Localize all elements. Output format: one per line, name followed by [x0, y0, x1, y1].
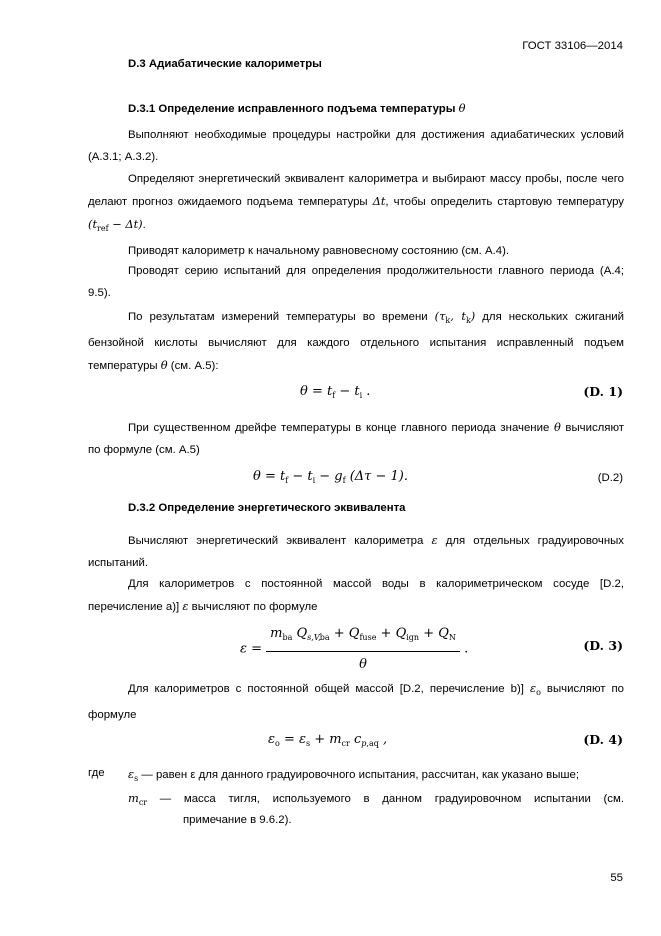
equation-d4: $\varepsilon_o = \varepsilon_s + m_{cr}$ $c_{p,aq}$ , [268, 732, 388, 748]
equation-number-d4: (D. 4) [583, 732, 623, 747]
paragraph-constant-total-mass: Для калориметров с постоянной общей массой [D.2, перечисление b)] $\varepsilon_o$ вычисляют по формуле [88, 681, 625, 721]
equation-d3-fraction [266, 624, 460, 675]
page-number: 55 [610, 872, 623, 884]
theta-symbol: θ [458, 101, 466, 115]
subsection-heading-d32: D.3.2 Определение энергетического эквивалента [128, 502, 406, 514]
epsilon-symbol: ε [431, 533, 438, 547]
equation-number-d2: (D.2) [597, 472, 623, 484]
equation-number-d3: (D. 3) [583, 638, 623, 653]
section-heading: D.3 Адиабатические калориметры [128, 58, 322, 70]
theta-symbol: θ [160, 358, 168, 372]
paragraph-calibration-equivalent: Вычисляют энергетический эквивалент калориметра ε для отдельных градуировочных испытаний. [88, 533, 624, 569]
where-item-m-cr-continuation: примечание в 9.6.2). [183, 814, 292, 826]
paragraph-initial-equilibrium: Приводят калориметр к начальному равновесному состоянию (см. А.4). [128, 245, 510, 257]
paragraph-adiabatic-settings: Выполняют необходимые процедуры настройки для достижения адиабатических условий (А.3.1; А.3.2). [88, 129, 624, 163]
paragraph-constant-water-mass: Для калориметров с постоянной массой воды в калориметрическом сосуде [D.2, перечисление а)] ε вычисляют по формуле [88, 578, 624, 613]
equation-d3: ε = $\frac{m_{ba} Q_{s,V,ba} + Q_{fuse} + Q_{ign} + Q_N}{\theta}$ . [240, 624, 468, 668]
theta-symbol: θ [553, 420, 561, 434]
where-item-m-cr: $m_{cr}$ — масса тигля, используемого в данном градуировочном испытании (см. [128, 791, 624, 807]
paragraph-temperature-measurements: По результатам измерений температуры во времени ($\tau_k$, $t_k$) для нескольких сжиганий бензойной кислоты вычисляют для каждого отдельного испытания исправленный подъем температуры θ (см. А.5): [88, 309, 625, 372]
paragraph-energy-equivalent: Определяют энергетический эквивалент калориметра и выбирают массу пробы, после чего делают прогноз ожидаемого подъема температуры Δt, чтобы определить стартовую температуру $(t_{ref} - \Delta t)$. [88, 173, 624, 233]
equation-d2: $\theta = t_f - t_i - g_f$ (Δτ − 1). [253, 469, 409, 485]
delta-t-symbol: Δt [372, 194, 386, 208]
paragraph-main-period: Проводят серию испытаний для определения продолжительности главного периода (А.4; 9.5). [88, 265, 624, 299]
document-standard-number: ГОСТ 33106—2014 [522, 40, 623, 52]
equation-d1: $\theta = t_f - t_i$ . [300, 384, 371, 400]
paragraph-temperature-drift: При существенном дрейфе температуры в конце главного периода значение θ вычисляют по формуле (см. А.5) [88, 420, 624, 456]
equation-number-d1: (D. 1) [583, 384, 623, 399]
equation-d3-denominator: θ [359, 657, 367, 672]
where-item-epsilon-s: $\varepsilon_s$ — равен ε для данного градуировочного испытания, рассчитан, как указано выше; [128, 767, 580, 783]
equation-d3-numerator: $m_{ba}$ $Q_{s,V,ba} + Q_{fuse} + Q_{ign} + Q_N$ [266, 624, 460, 652]
epsilon-symbol: ε [182, 599, 189, 613]
time-temperature-pair: ($\tau_k$, $t_k$) [434, 309, 476, 325]
epsilon-o-symbol: $\varepsilon_o$ [529, 681, 541, 697]
start-temperature-expression: $(t_{ref} - \Delta t)$ [88, 217, 143, 233]
subsection-heading-d31: D.3.1 Определение исправленного подъема температуры θ [128, 101, 466, 115]
where-label: где [88, 767, 105, 779]
